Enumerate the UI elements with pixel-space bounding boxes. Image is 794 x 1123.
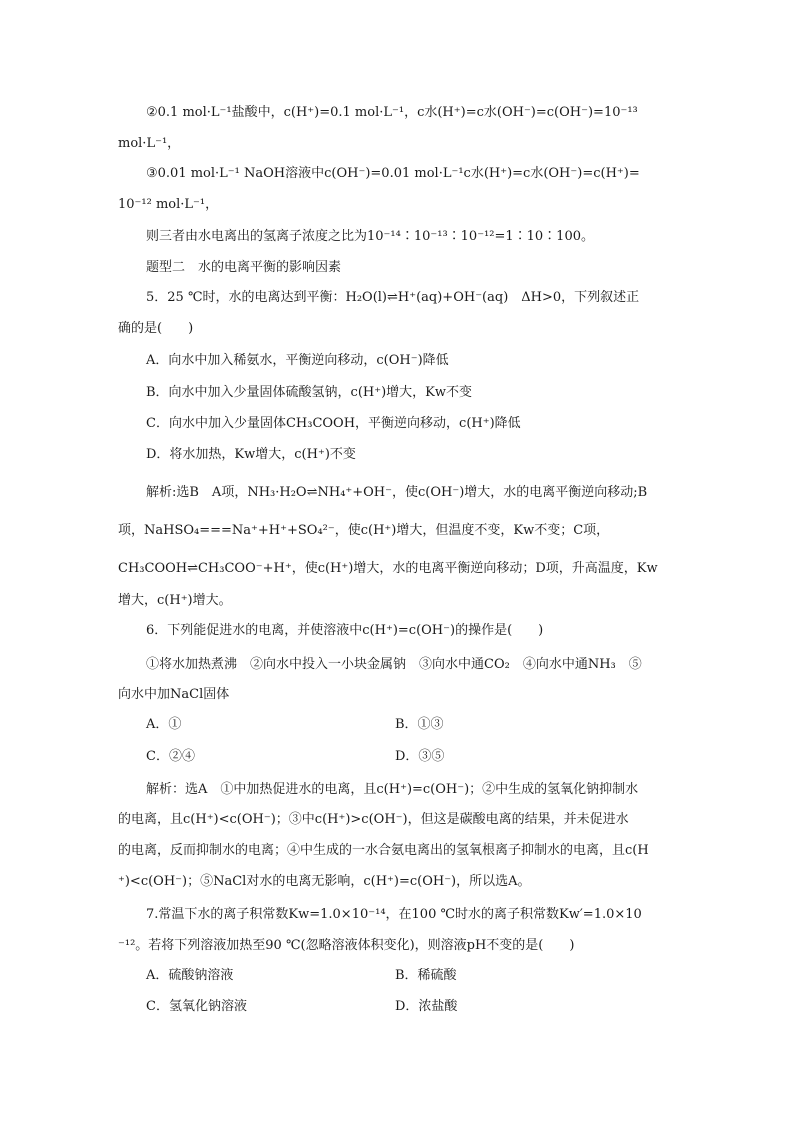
section-heading: 题型二 水的电离平衡的影响因素	[146, 260, 342, 275]
option-b: B．向水中加入少量固体硫酸氢钠，c(H⁺)增大，Kw不变	[146, 385, 473, 400]
text-line: ③0.01 mol·L⁻¹ NaOH溶液中c(OH⁻)=0.01 mol·L⁻¹c水(H⁺)=c水(OH⁻)=c(H⁺)=	[146, 166, 640, 181]
explanation-line: ⁺)<c(OH⁻)；⑤NaCl对水的电离无影响，c(H⁺)=c(OH⁻)，所以选A。	[118, 874, 531, 889]
option-a: A．向水中加入稀氨水，平衡逆向移动，c(OH⁻)降低	[146, 353, 449, 368]
question-7-stem: ⁻¹²。若将下列溶液加热至90 ℃(忽略溶液体积变化)，则溶液pH不变的是( )	[118, 938, 575, 953]
question-5-stem: 5．25 ℃时，水的电离达到平衡：H₂O(l)⇌H⁺(aq)+OH⁻(aq) ΔH>0，下列叙述正	[146, 290, 640, 305]
explanation-line: 项，NaHSO₄===Na⁺+H⁺+SO₄²⁻，使c(H⁺)增大，但温度不变，Kw不变；C项，	[118, 523, 610, 538]
text-line: ②0.1 mol·L⁻¹盐酸中，c(H⁺)=0.1 mol·L⁻¹，c水(H⁺)=c水(OH⁻)=c(OH⁻)=10⁻¹³	[146, 105, 638, 120]
explanation-line: 解析：选A ①中加热促进水的电离，且c(H⁺)=c(OH⁻)；②中生成的氢氧化钠抑制水	[146, 782, 639, 797]
question-7-stem: 7.常温下水的离子积常数Kw=1.0×10⁻¹⁴，在100 ℃时水的离子积常数Kw′=1.0×10	[146, 907, 642, 922]
option-d: D．将水加热，Kw增大，c(H⁺)不变	[146, 447, 356, 462]
option-c: C．向水中加入少量固体CH₃COOH，平衡逆向移动，c(H⁺)降低	[146, 416, 521, 431]
option-a: A．①	[146, 717, 182, 732]
explanation-line: CH₃COOH⇌CH₃COO⁻+H⁺，使c(H⁺)增大，水的电离平衡逆向移动；D项，升高温度，Kw	[118, 561, 658, 576]
text-line: 10⁻¹² mol·L⁻¹，	[118, 197, 219, 212]
option-c: C．氢氧化钠溶液	[146, 999, 247, 1014]
explanation-line: 解析:选B A项，NH₃·H₂O⇌NH₄⁺+OH⁻，使c(OH⁻)增大，水的电离平衡逆向移动;B	[146, 485, 648, 500]
question-5-stem: 确的是( )	[118, 321, 194, 336]
option-b: B．稀硫酸	[395, 968, 457, 983]
explanation-line: 的电离，且c(H⁺)<c(OH⁻)；③中c(H⁺)>c(OH⁻)，但这是碳酸电离的结果，并未促进水	[118, 812, 629, 827]
question-6-stem: 6．下列能促进水的电离，并使溶液中c(H⁺)=c(OH⁻)的操作是( )	[146, 623, 544, 638]
question-6-choices: ①将水加热煮沸 ②向水中投入一小块金属钠 ③向水中通CO₂ ④向水中通NH₃ ⑤	[146, 657, 642, 672]
option-d: D．③⑤	[395, 749, 445, 764]
text-line: mol·L⁻¹，	[118, 136, 181, 151]
explanation-line: 增大，c(H⁺)增大。	[118, 593, 232, 608]
option-c: C．②④	[146, 749, 195, 764]
option-d: D．浓盐酸	[395, 999, 458, 1014]
explanation-line: 的电离，反而抑制水的电离；④中生成的一水合氨电离出的氢氧根离子抑制水的电离，且c(H	[118, 843, 649, 858]
question-6-choices: 向水中加NaCl固体	[118, 687, 230, 702]
text-line: 则三者由水电离出的氢离子浓度之比为10⁻¹⁴∶10⁻¹³∶10⁻¹²=1∶10∶100。	[146, 229, 594, 244]
option-a: A．硫酸钠溶液	[146, 968, 234, 983]
option-b: B．①③	[395, 717, 444, 732]
